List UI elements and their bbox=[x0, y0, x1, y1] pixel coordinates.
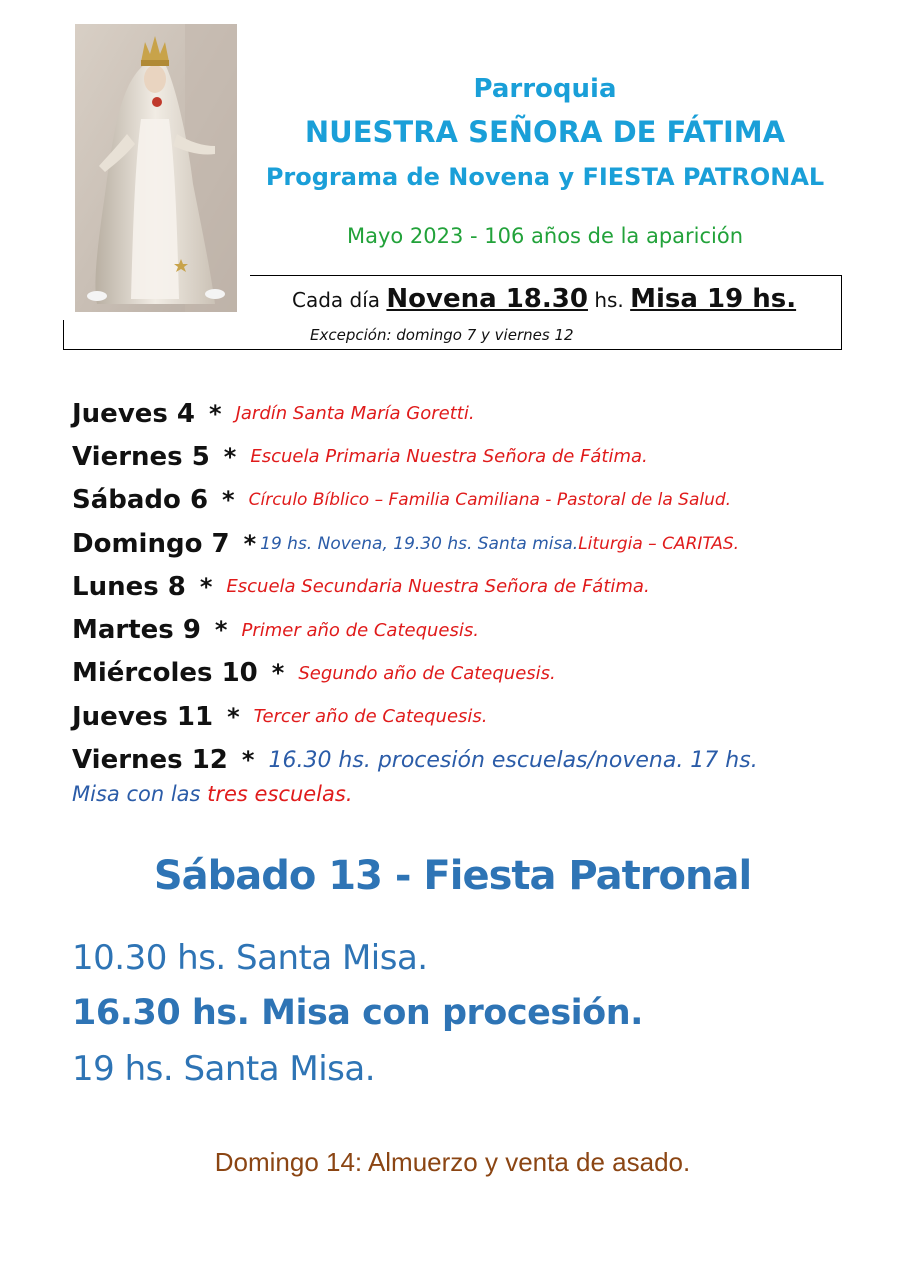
day-description: Círculo Bíblico – Familia Camiliana - Pastoral de la Salud. bbox=[248, 490, 732, 511]
day-description: Segundo año de Catequesis. bbox=[298, 662, 556, 684]
box-border-right bbox=[841, 275, 842, 350]
schedule-row bbox=[72, 695, 872, 738]
daily-novena: Novena 18.30 bbox=[386, 284, 588, 314]
day-name: Viernes 5 bbox=[72, 441, 210, 472]
day-description-blue: 16.30 hs. procesión escuelas/novena. 17 hs. bbox=[268, 747, 758, 773]
daily-mid: hs. bbox=[587, 288, 631, 312]
day-name: Martes 9 bbox=[72, 615, 201, 646]
schedule-row bbox=[72, 738, 872, 781]
box-border-bottom bbox=[63, 349, 842, 350]
bullet-star: * bbox=[227, 702, 240, 731]
daily-prefix: Cada día bbox=[292, 288, 387, 312]
schedule-row bbox=[72, 392, 872, 435]
schedule-row bbox=[72, 652, 872, 695]
schedule-row bbox=[72, 565, 872, 608]
fiesta-mass-2: 16.30 hs. Misa con procesión. bbox=[72, 993, 643, 1033]
date-subtitle: Mayo 2023 - 106 años de la aparición bbox=[346, 224, 744, 248]
parish-name: NUESTRA SEÑORA DE FÁTIMA bbox=[304, 115, 786, 149]
box-border-top bbox=[250, 275, 842, 276]
day-description: Liturgia – CARITAS. bbox=[578, 533, 740, 554]
day-name: Domingo 7 bbox=[72, 528, 230, 559]
sunday-lunch-note: Domingo 14: Almuerzo y venta de asado. bbox=[214, 1147, 691, 1177]
exception-note: Excepción: domingo 7 y viernes 12 bbox=[310, 326, 574, 344]
day-description: Escuela Secundaria Nuestra Señora de Fátima. bbox=[226, 576, 650, 598]
novena-schedule bbox=[72, 392, 872, 806]
schedule-row bbox=[72, 522, 872, 565]
virgin-statue-image bbox=[75, 24, 237, 312]
day-description: Escuela Primaria Nuestra Señora de Fátima. bbox=[250, 446, 648, 468]
schedule-row bbox=[72, 479, 872, 522]
bullet-star: * bbox=[199, 572, 213, 601]
bullet-star: * bbox=[241, 746, 255, 775]
schedule-row bbox=[72, 608, 872, 651]
fiesta-mass-3: 19 hs. Santa Misa. bbox=[72, 1049, 376, 1089]
day-description: Jardín Santa María Goretti. bbox=[235, 403, 475, 425]
day-name: Sábado 6 bbox=[72, 485, 209, 516]
bullet-star: * bbox=[271, 659, 285, 688]
program-title: Programa de Novena y FIESTA PATRONAL bbox=[265, 163, 825, 191]
fiesta-mass-1: 10.30 hs. Santa Misa. bbox=[72, 938, 428, 978]
bullet-star: * bbox=[222, 486, 235, 515]
day-name: Lunes 8 bbox=[72, 571, 186, 602]
bullet-star: * bbox=[223, 442, 237, 471]
fiesta-title: Sábado 13 - Fiesta Patronal bbox=[153, 853, 752, 899]
day-name: Miércoles 10 bbox=[72, 658, 258, 689]
day-description: Tercer año de Catequesis. bbox=[253, 706, 488, 728]
bullet-star: * bbox=[243, 529, 257, 558]
daily-misa: Misa 19 hs. bbox=[630, 284, 797, 314]
box-border-left bbox=[63, 320, 64, 350]
continuation-blue: Misa con las bbox=[72, 781, 208, 806]
schedule-row bbox=[72, 435, 872, 478]
daily-schedule bbox=[292, 284, 796, 314]
day-name: Viernes 12 bbox=[72, 745, 228, 776]
bullet-star: * bbox=[209, 399, 222, 428]
day-name: Jueves 4 bbox=[72, 398, 196, 429]
day-description: Primer año de Catequesis. bbox=[241, 619, 479, 641]
bullet-star: * bbox=[214, 616, 228, 645]
continuation-red: tres escuelas. bbox=[207, 781, 353, 806]
parish-label: Parroquia bbox=[473, 74, 617, 104]
viernes-continuation bbox=[72, 782, 872, 806]
day-description-blue: 19 hs. Novena, 19.30 hs. Santa misa. bbox=[260, 533, 579, 554]
day-name: Jueves 11 bbox=[72, 701, 214, 732]
